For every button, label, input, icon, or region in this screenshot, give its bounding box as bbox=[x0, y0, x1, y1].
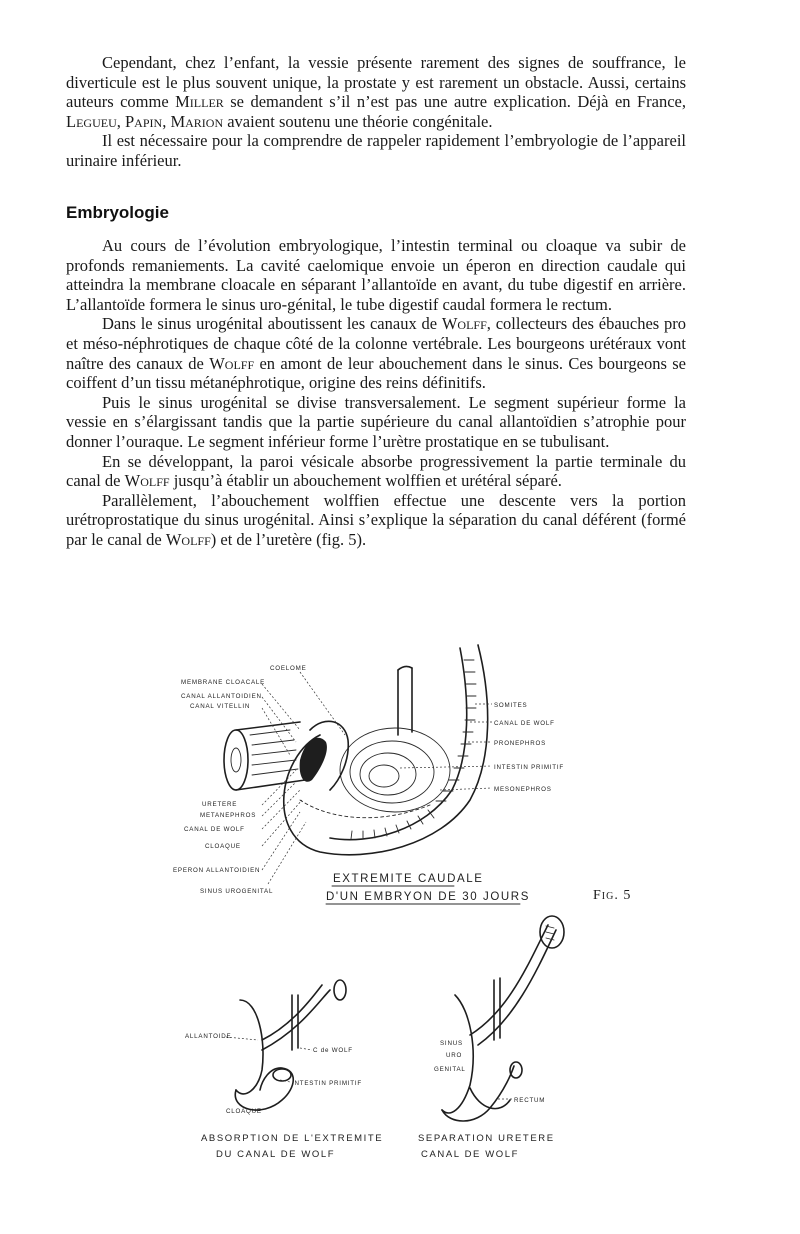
sub-diagram-separation bbox=[442, 916, 564, 1121]
label-mesonephros: MESONEPHROS bbox=[494, 786, 552, 793]
paragraph-body-3: Puis le sinus urogénital se divise transversalement. Le segment supérieur forme la vessie en s’élargissant tandis que la partie supérieure du canal allantoïdien s’atrophie pour donner l’ouraque. Le segment inférieur forme l’urètre prostatique en se tubulisant. bbox=[66, 392, 686, 451]
label-canal-vitellin: CANAL VITELLIN bbox=[190, 703, 251, 710]
label-intestin-primitif-main: INTESTIN PRIMITIF bbox=[494, 764, 564, 771]
label-genital: GENITAL bbox=[434, 1066, 466, 1073]
caption-main-line2: D'UN EMBRYON DE 30 JOURS bbox=[326, 891, 530, 903]
figure-label: Fig. 5 bbox=[593, 888, 632, 903]
paragraph-body-2: Dans le sinus urogénital aboutissent les canaux de Wolff, collecteurs des ébauches pro et méso-néphrotiques de chaque côté de la colonne vertébrale. Les bourgeons urétéraux vont naître des canaux de Wolff en amont de leur abouchement dans le sinus. Ces bourgeons se coiffent d’un tissu métanéphrotique, origine des reins définitifs. bbox=[66, 314, 686, 393]
label-coelome: COELOME bbox=[270, 665, 307, 672]
caption-sub-left-line1: ABSORPTION DE L'EXTREMITE bbox=[201, 1133, 384, 1144]
paragraph-body-1: Au cours de l’évolution embryologique, l’intestin terminal ou cloaque va subir de profonds remaniements. La cavité caelomique envoie un éperon en direction caudale qui atteindra la membrane cloacale en séparant l’allantoïde en avant, du tube digestif en arrière. L’allantoïde formera le sinus uro-génital, le tube digestif caudal formera le rectum. bbox=[66, 236, 686, 314]
label-intestin-primitif-sub: INTESTIN PRIMITIF bbox=[292, 1080, 362, 1087]
label-somites: SOMITES bbox=[494, 702, 528, 709]
label-eperon-allantoidien: EPERON ALLANTOIDIEN bbox=[173, 867, 261, 874]
label-canal-de-wolf-left: CANAL DE WOLF bbox=[184, 826, 245, 833]
label-canal-allantoidien: CANAL ALLANTOIDIEN bbox=[181, 693, 262, 700]
label-cloaque-main: CLOAQUE bbox=[205, 843, 241, 850]
paragraph-body-4: En se développant, la paroi vésicale absorbe progressivement la partie terminale du canal de Wolff jusqu’à établir un abouchement wolffien et urétéral séparé. bbox=[66, 451, 686, 491]
label-uro: URO bbox=[446, 1052, 463, 1059]
caption-sub-right-line2: CANAL DE WOLF bbox=[421, 1149, 520, 1160]
label-c-de-wolf: C de WOLF bbox=[313, 1047, 353, 1054]
paragraph-intro-2: Il est nécessaire pour la comprendre de rappeler rapidement l’embryologie de l’appareil urinaire inférieur. bbox=[66, 131, 686, 170]
label-canal-de-wolf-right: CANAL DE WOLF bbox=[494, 720, 555, 727]
label-pronephros: PRONEPHROS bbox=[494, 740, 547, 747]
paragraph-intro-1: Cependant, chez l’enfant, la vessie présente rarement des signes de souffrance, le diverticule est le plus souvent unique, la prostate y est rarement un obstacle. Aussi, certains auteurs comme Miller se demandent s’il n’est pas une autre explication. Déjà en France, Legueu, Papin, Marion avaient soutenu une théorie congénitale. bbox=[66, 53, 686, 131]
label-allantoide: ALLANTOIDE bbox=[185, 1033, 232, 1040]
paragraph-body-5: Parallèlement, l’abouchement wolffien effectue une descente vers la portion urétroprostatique du sinus urogénital. Ainsi s’explique la séparation du canal déférent (formé par le canal de Wolff) et de l’uretère (fig. 5). bbox=[66, 490, 686, 549]
main-embryo-diagram bbox=[224, 645, 488, 855]
label-metanephros: METANEPHROS bbox=[200, 812, 257, 819]
label-membrane-cloacale: MEMBRANE CLOACALE bbox=[181, 679, 266, 686]
label-cloaque-sub: CLOAQUE bbox=[226, 1108, 262, 1115]
caption-sub-left-line2: DU CANAL DE WOLF bbox=[216, 1149, 336, 1160]
label-uretere: URETERE bbox=[202, 801, 238, 808]
sub-diagram-absorption bbox=[235, 980, 346, 1110]
caption-sub-right-line1: SEPARATION URETERE bbox=[418, 1133, 555, 1144]
label-sinus: SINUS bbox=[440, 1040, 463, 1047]
label-sinus-urogenital: SINUS UROGENITAL bbox=[200, 888, 274, 895]
section-heading-embryologie: Embryologie bbox=[66, 203, 169, 222]
label-rectum: RECTUM bbox=[514, 1097, 546, 1104]
caption-main-line1: EXTREMITE CAUDALE bbox=[333, 873, 484, 885]
